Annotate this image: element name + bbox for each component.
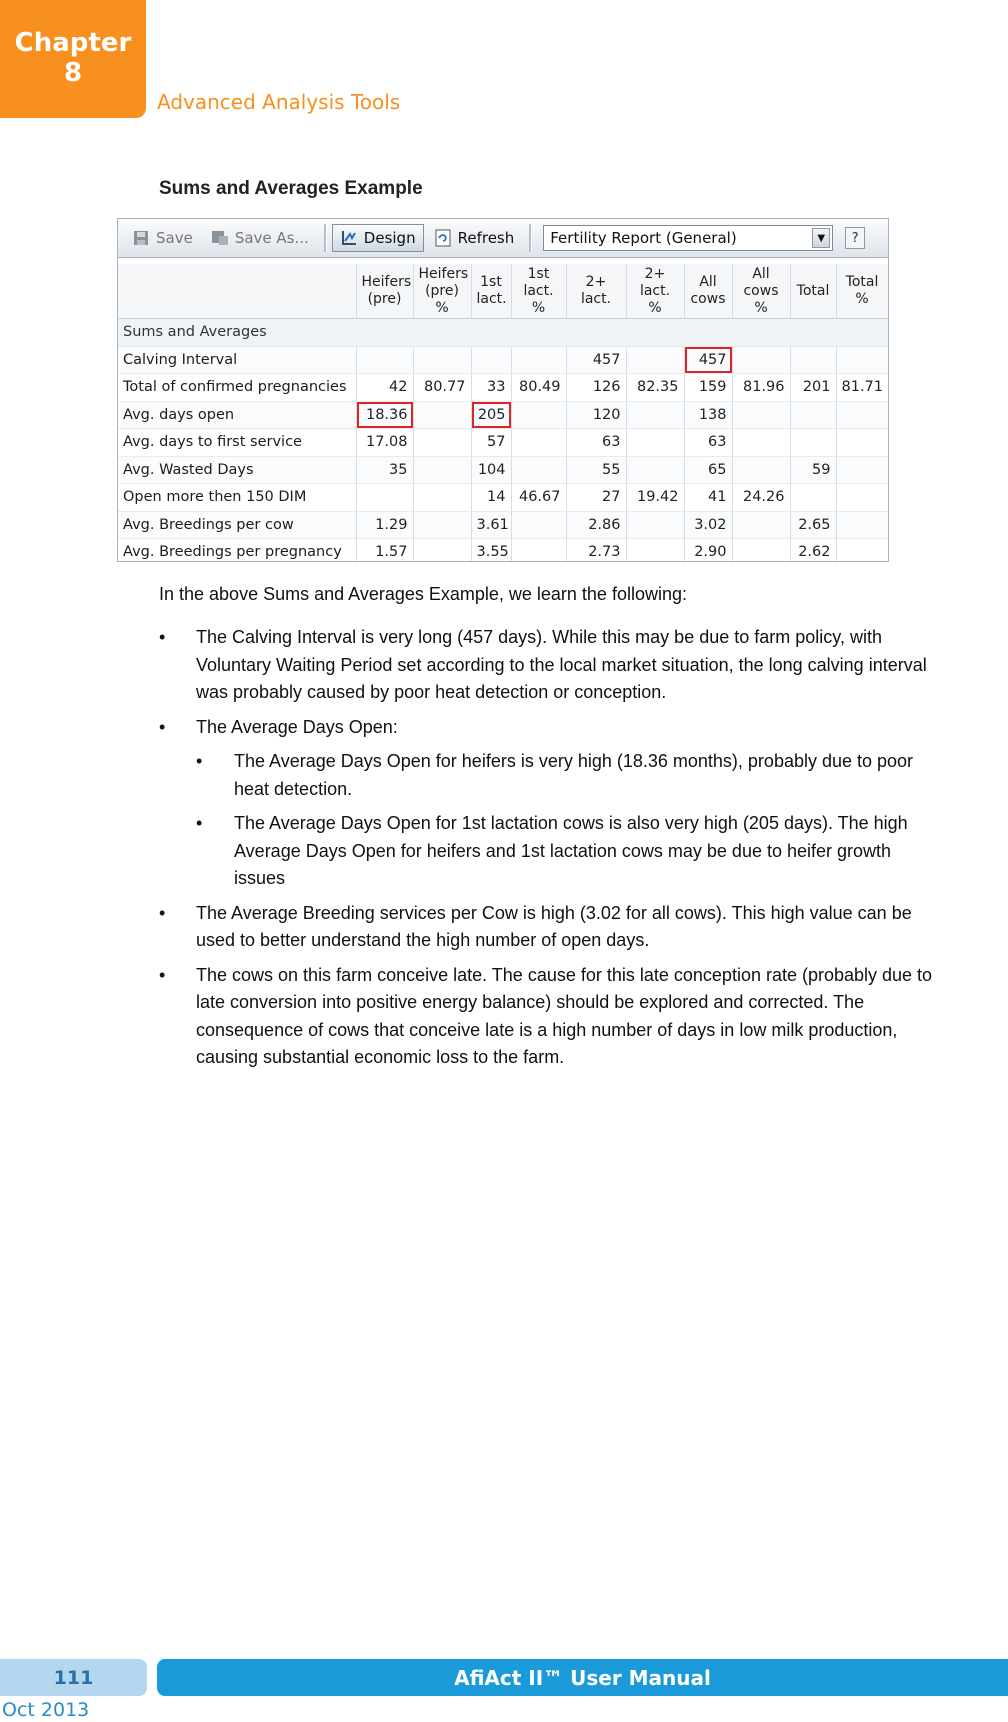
group-row [118, 319, 888, 347]
table-row[interactable] [118, 511, 888, 539]
chapter-number: 8 [63, 58, 83, 88]
help-icon: ? [851, 230, 859, 246]
design-icon [340, 229, 358, 247]
table-cell [836, 511, 888, 539]
refresh-button[interactable] [426, 224, 523, 252]
report-select[interactable] [543, 225, 833, 251]
table-cell: 19.42 [626, 484, 684, 512]
table-cell: 3.55 [471, 539, 511, 563]
table-cell [732, 511, 790, 539]
table-cell [836, 346, 888, 374]
table-cell: 46.67 [511, 484, 566, 512]
table-cell [790, 401, 836, 429]
bullet-item: • The Calving Interval is very long (457 days). While this may be due to farm policy, with Voluntary Waiting Period set according to the local market situation, the long calving interval was probably caused by poor heat detection or conception. [159, 624, 939, 707]
intro-paragraph: In the above Sums and Averages Example, we learn the following: [159, 584, 687, 604]
table-cell: 35 [356, 456, 413, 484]
table-cell [511, 456, 566, 484]
bullet-item: • The Average Days Open: [159, 714, 939, 742]
highlighted-cell: 205 [471, 401, 511, 429]
manual-title: AfiAct II™ User Manual [157, 1659, 1008, 1696]
table-cell [626, 456, 684, 484]
save-button[interactable] [124, 224, 201, 252]
table-cell: 27 [566, 484, 626, 512]
table-cell [626, 401, 684, 429]
table-cell [732, 456, 790, 484]
bullet-item: • The Average Breeding services per Cow is high (3.02 for all cows). This high value can be used to better understand the high number of open days. [159, 900, 939, 955]
column-header[interactable]: 1st lact. [471, 264, 511, 319]
table-cell [790, 346, 836, 374]
row-label: Open more then 150 DIM [118, 484, 356, 512]
toolbar-separator [529, 224, 532, 252]
save-as-label: Save As... [234, 229, 309, 247]
table-cell: 457 [566, 346, 626, 374]
table-cell: 2.73 [566, 539, 626, 563]
report-grid [118, 264, 888, 562]
chevron-down-icon[interactable]: ▼ [812, 228, 830, 248]
table-cell [626, 539, 684, 563]
table-cell: 81.71 [836, 374, 888, 402]
table-cell [836, 456, 888, 484]
column-header[interactable]: 1st lact. % [511, 264, 566, 319]
table-cell: 65 [684, 456, 732, 484]
page-number: 111 [0, 1659, 147, 1696]
table-cell: 120 [566, 401, 626, 429]
row-label: Avg. Wasted Days [118, 456, 356, 484]
bullet-list [159, 624, 939, 1079]
table-cell [732, 539, 790, 563]
chapter-title: Advanced Analysis Tools [157, 90, 401, 114]
column-header[interactable]: 2+ lact. [566, 264, 626, 319]
column-header[interactable]: 2+ lact. % [626, 264, 684, 319]
refresh-label: Refresh [457, 229, 515, 247]
toolbar-separator [324, 224, 327, 252]
sub-bullet-item: • The Average Days Open for 1st lactation cows is also very high (205 days). The high Average Days Open for heifers and 1st lactation cows may be due to heifer growth issues [159, 810, 939, 893]
table-cell [732, 346, 790, 374]
table-cell [511, 401, 566, 429]
group-label: Sums and Averages [118, 319, 888, 347]
table-cell [413, 484, 471, 512]
row-label: Calving Interval [118, 346, 356, 374]
table-row[interactable] [118, 401, 888, 429]
table-cell [836, 539, 888, 563]
save-as-icon [211, 229, 229, 247]
sub-bullet-item: • The Average Days Open for heifers is very high (18.36 months), probably due to poor heat detection. [159, 748, 939, 803]
table-cell [732, 401, 790, 429]
header-row [118, 264, 888, 319]
table-cell: 59 [790, 456, 836, 484]
toolbar [118, 219, 888, 258]
table-cell: 55 [566, 456, 626, 484]
save-as-button[interactable] [203, 224, 317, 252]
table-cell [511, 511, 566, 539]
table-cell: 159 [684, 374, 732, 402]
column-header[interactable] [118, 264, 356, 319]
table-row[interactable] [118, 456, 888, 484]
design-label: Design [363, 229, 416, 247]
table-cell: 63 [684, 429, 732, 457]
section-title: Sums and Averages Example [159, 178, 423, 199]
table-cell: 14 [471, 484, 511, 512]
column-header[interactable]: All cows % [732, 264, 790, 319]
table-cell: 82.35 [626, 374, 684, 402]
table-cell: 138 [684, 401, 732, 429]
table-cell: 41 [684, 484, 732, 512]
table-cell [626, 346, 684, 374]
table-cell: 201 [790, 374, 836, 402]
row-label: Avg. Breedings per cow [118, 511, 356, 539]
table-cell: 2.90 [684, 539, 732, 563]
table-cell [626, 429, 684, 457]
table-cell [356, 484, 413, 512]
table-cell [471, 346, 511, 374]
column-header[interactable]: Heifers (pre) [356, 264, 413, 319]
table-row[interactable] [118, 346, 888, 374]
table-cell: 3.02 [684, 511, 732, 539]
row-label: Avg. days to first service [118, 429, 356, 457]
table-cell: 80.77 [413, 374, 471, 402]
table-cell: 17.08 [356, 429, 413, 457]
table-cell [836, 401, 888, 429]
report-select-value: Fertility Report (General) [550, 229, 737, 247]
row-label: Avg. days open [118, 401, 356, 429]
table-cell [413, 401, 471, 429]
table-cell [626, 511, 684, 539]
table-cell [790, 429, 836, 457]
table-cell: 81.96 [732, 374, 790, 402]
report-table [118, 264, 889, 562]
table-cell: 42 [356, 374, 413, 402]
table-cell: 57 [471, 429, 511, 457]
table-row[interactable] [118, 374, 888, 402]
table-cell [732, 429, 790, 457]
chapter-label: Chapter [14, 28, 132, 58]
row-label: Total of confirmed pregnancies [118, 374, 356, 402]
table-cell: 1.57 [356, 539, 413, 563]
table-cell [511, 429, 566, 457]
column-header[interactable]: Heifers (pre) % [413, 264, 471, 319]
table-cell: 2.86 [566, 511, 626, 539]
table-cell: 104 [471, 456, 511, 484]
table-cell [511, 539, 566, 563]
chapter-tab [0, 0, 146, 118]
table-cell: 126 [566, 374, 626, 402]
table-cell [836, 429, 888, 457]
table-cell [356, 346, 413, 374]
table-row[interactable] [118, 429, 888, 457]
save-icon [132, 229, 150, 247]
table-cell [413, 539, 471, 563]
highlighted-cell: 457 [684, 346, 732, 374]
table-cell [790, 484, 836, 512]
save-label: Save [156, 229, 193, 247]
table-cell: 3.61 [471, 511, 511, 539]
bullet-item: • The cows on this farm conceive late. The cause for this late conception rate (probably due to late conversion into positive energy balance) should be explored and corrected. The consequence of cows that conceive late is a high number of days in low milk production, causing substantial economic loss to the farm. [159, 962, 939, 1072]
table-cell: 2.62 [790, 539, 836, 563]
table-cell: 33 [471, 374, 511, 402]
table-cell [413, 511, 471, 539]
report-window [117, 218, 889, 562]
table-cell [413, 429, 471, 457]
table-cell: 2.65 [790, 511, 836, 539]
table-row[interactable] [118, 484, 888, 512]
design-button[interactable] [332, 224, 424, 252]
table-cell: 1.29 [356, 511, 413, 539]
table-cell [413, 346, 471, 374]
footer-date: Oct 2013 [2, 1699, 90, 1721]
table-cell [511, 346, 566, 374]
highlighted-cell: 18.36 [356, 401, 413, 429]
table-cell [836, 484, 888, 512]
column-header[interactable]: All cows [684, 264, 732, 319]
table-cell: 63 [566, 429, 626, 457]
refresh-icon [434, 229, 452, 247]
row-label: Avg. Breedings per pregnancy [118, 539, 356, 563]
table-row[interactable] [118, 539, 888, 563]
column-header[interactable]: Total % [836, 264, 888, 319]
table-cell [413, 456, 471, 484]
table-cell: 24.26 [732, 484, 790, 512]
help-button[interactable] [845, 227, 865, 249]
table-cell: 80.49 [511, 374, 566, 402]
column-header[interactable]: Total [790, 264, 836, 319]
